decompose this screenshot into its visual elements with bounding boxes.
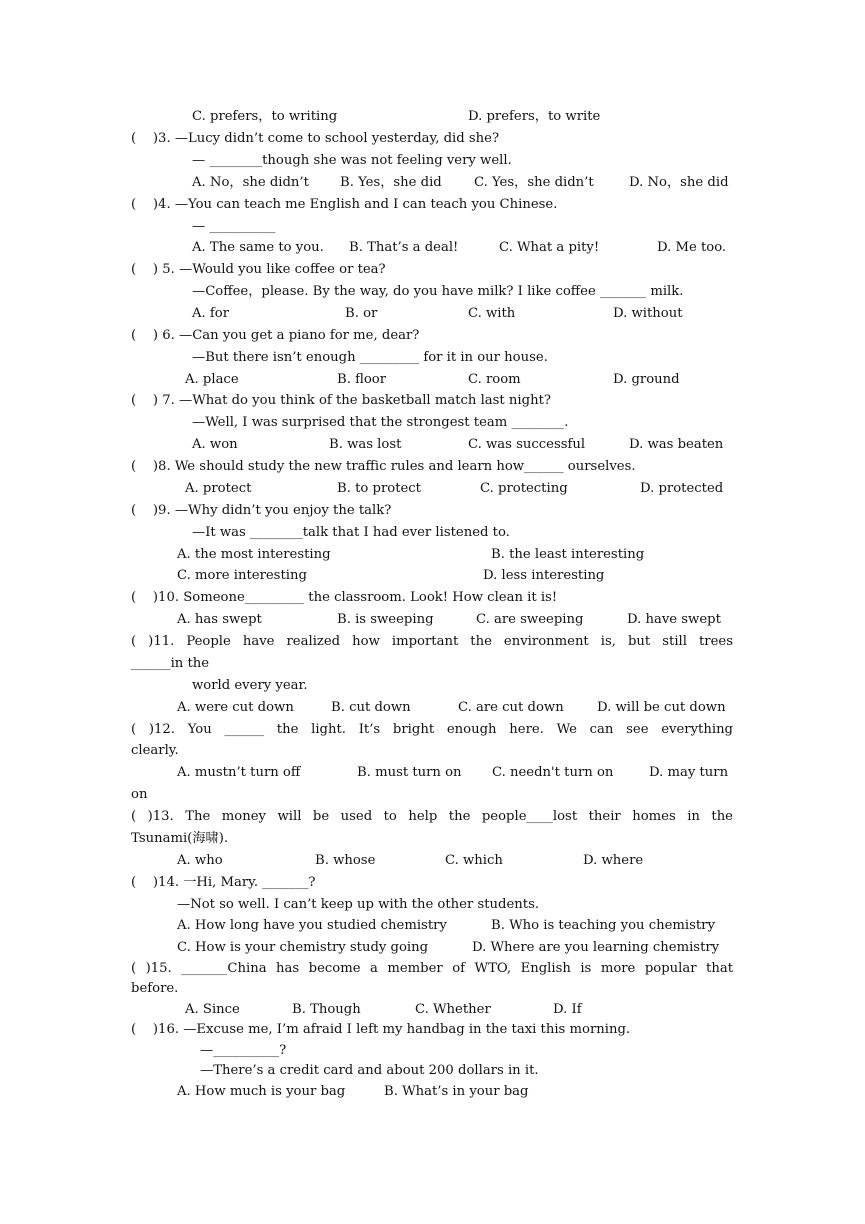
option-d: D. may turn — [649, 765, 729, 780]
question-stem-continued: world every year. — [192, 678, 308, 693]
option-c: C. Yes，she didn’t — [474, 175, 594, 190]
option-c: C. with — [468, 306, 516, 321]
question-stem: ( )12. You ______ the light. It’s bright enough here. We can see everything — [131, 722, 733, 737]
option-b: B. was lost — [329, 437, 402, 452]
option-a: A. The same to you. — [192, 240, 324, 255]
question-reply: —But there isn’t enough _________ for it in our house. — [192, 350, 548, 365]
option-c: C. prefers，to writing — [192, 109, 338, 124]
question-stem-continued: ______in the — [131, 656, 210, 671]
question-stem: ( )10. Someone_________ the classroom. Look! How clean it is! — [131, 590, 558, 605]
option-d: D. protected — [640, 481, 724, 496]
option-b: B. What’s in your bag — [384, 1084, 529, 1099]
option-a: A. who — [177, 853, 223, 868]
option-c: C. How is your chemistry study going — [177, 940, 429, 955]
option-b: B. cut down — [331, 700, 411, 715]
question-stem: ( )4. —You can teach me English and I can teach you Chinese. — [131, 197, 558, 212]
question-stem-continued: Tsunami(海啸). — [131, 831, 229, 846]
option-d-continued: on — [131, 787, 148, 802]
option-b: B. That’s a deal! — [349, 240, 459, 255]
option-d: D. If — [553, 1002, 582, 1017]
option-a: A. protect — [185, 481, 252, 496]
question-stem: ( ) 6. —Can you get a piano for me, dear? — [131, 328, 420, 343]
question-stem: ( )13. The money will be used to help the people____lost their homes in the — [131, 809, 733, 824]
question-reply: —Not so well. I can’t keep up with the other students. — [177, 897, 540, 912]
question-stem: ( )11. People have realized how important the environment is, but still trees — [131, 634, 733, 649]
option-d: D. where — [583, 853, 644, 868]
option-b: B. whose — [315, 853, 376, 868]
option-d: D. Where are you learning chemistry — [472, 940, 720, 955]
question-reply: —Coffee，please. By the way, do you have milk? I like coffee _______ milk. — [192, 284, 684, 299]
option-b: B. is sweeping — [337, 612, 434, 627]
option-a: A. How long have you studied chemistry — [177, 918, 447, 933]
option-a: A. the most interesting — [177, 547, 331, 562]
option-d: D. No，she did — [629, 175, 729, 190]
question-stem: ( )15. _______China has become a member of WTO, English is more popular that — [131, 961, 733, 976]
option-b: B. to protect — [337, 481, 421, 496]
option-a: A. No，she didn’t — [192, 175, 309, 190]
question-reply: — ________though she was not feeling very well. — [192, 153, 512, 168]
option-a: A. were cut down — [177, 700, 294, 715]
question-reply: —__________? — [200, 1043, 287, 1058]
question-stem: ( )14. 一Hi, Mary. _______? — [131, 875, 316, 890]
option-b: B. the least interesting — [491, 547, 645, 562]
option-a: A. mustn’t turn off — [177, 765, 301, 780]
option-a: A. How much is your bag — [177, 1084, 346, 1099]
option-a: A. has swept — [177, 612, 262, 627]
option-d: D. prefers，to write — [468, 109, 601, 124]
option-b: B. Yes，she did — [340, 175, 442, 190]
question-stem: ( ) 7. —What do you think of the basketball match last night? — [131, 393, 551, 408]
option-d: D. ground — [613, 372, 680, 387]
option-c: C. are sweeping — [476, 612, 584, 627]
option-d: D. without — [613, 306, 683, 321]
option-d: D. will be cut down — [597, 700, 726, 715]
option-a: A. won — [192, 437, 238, 452]
option-c: C. needn't turn on — [492, 765, 614, 780]
option-c: C. room — [468, 372, 521, 387]
question-stem-continued: clearly. — [131, 743, 179, 758]
option-d: D. have swept — [627, 612, 721, 627]
option-c: C. What a pity! — [499, 240, 600, 255]
option-c: C. more interesting — [177, 568, 307, 583]
option-a: A. for — [192, 306, 230, 321]
option-c: C. are cut down — [458, 700, 564, 715]
option-c: C. protecting — [480, 481, 568, 496]
option-c: C. Whether — [415, 1002, 491, 1017]
question-stem: ( )16. —Excuse me, I’m afraid I left my handbag in the taxi this morning. — [131, 1022, 631, 1037]
question-stem: ( )8. We should study the new traffic rules and learn how______ ourselves. — [131, 459, 636, 474]
question-reply: —Well, I was surprised that the strongest team ________. — [192, 415, 569, 430]
question-stem: ( )3. —Lucy didn’t come to school yesterday, did she? — [131, 131, 500, 146]
option-c: C. which — [445, 853, 503, 868]
option-b: B. must turn on — [357, 765, 462, 780]
option-b: B. Though — [292, 1002, 361, 1017]
option-d: D. less interesting — [483, 568, 605, 583]
option-d: D. was beaten — [629, 437, 724, 452]
question-reply: —There’s a credit card and about 200 dollars in it. — [200, 1063, 539, 1078]
option-b: B. Who is teaching you chemistry — [491, 918, 715, 933]
question-reply: —It was ________talk that I had ever listened to. — [192, 525, 510, 540]
question-stem-continued: before. — [131, 981, 179, 996]
option-c: C. was successful — [468, 437, 586, 452]
option-b: B. floor — [337, 372, 387, 387]
option-a: A. Since — [185, 1002, 240, 1017]
question-reply: — __________ — [192, 219, 276, 234]
option-b: B. or — [345, 306, 378, 321]
question-stem: ( )9. —Why didn’t you enjoy the talk? — [131, 503, 392, 518]
option-a: A. place — [185, 372, 239, 387]
question-stem: ( ) 5. —Would you like coffee or tea? — [131, 262, 386, 277]
option-d: D. Me too. — [657, 240, 727, 255]
